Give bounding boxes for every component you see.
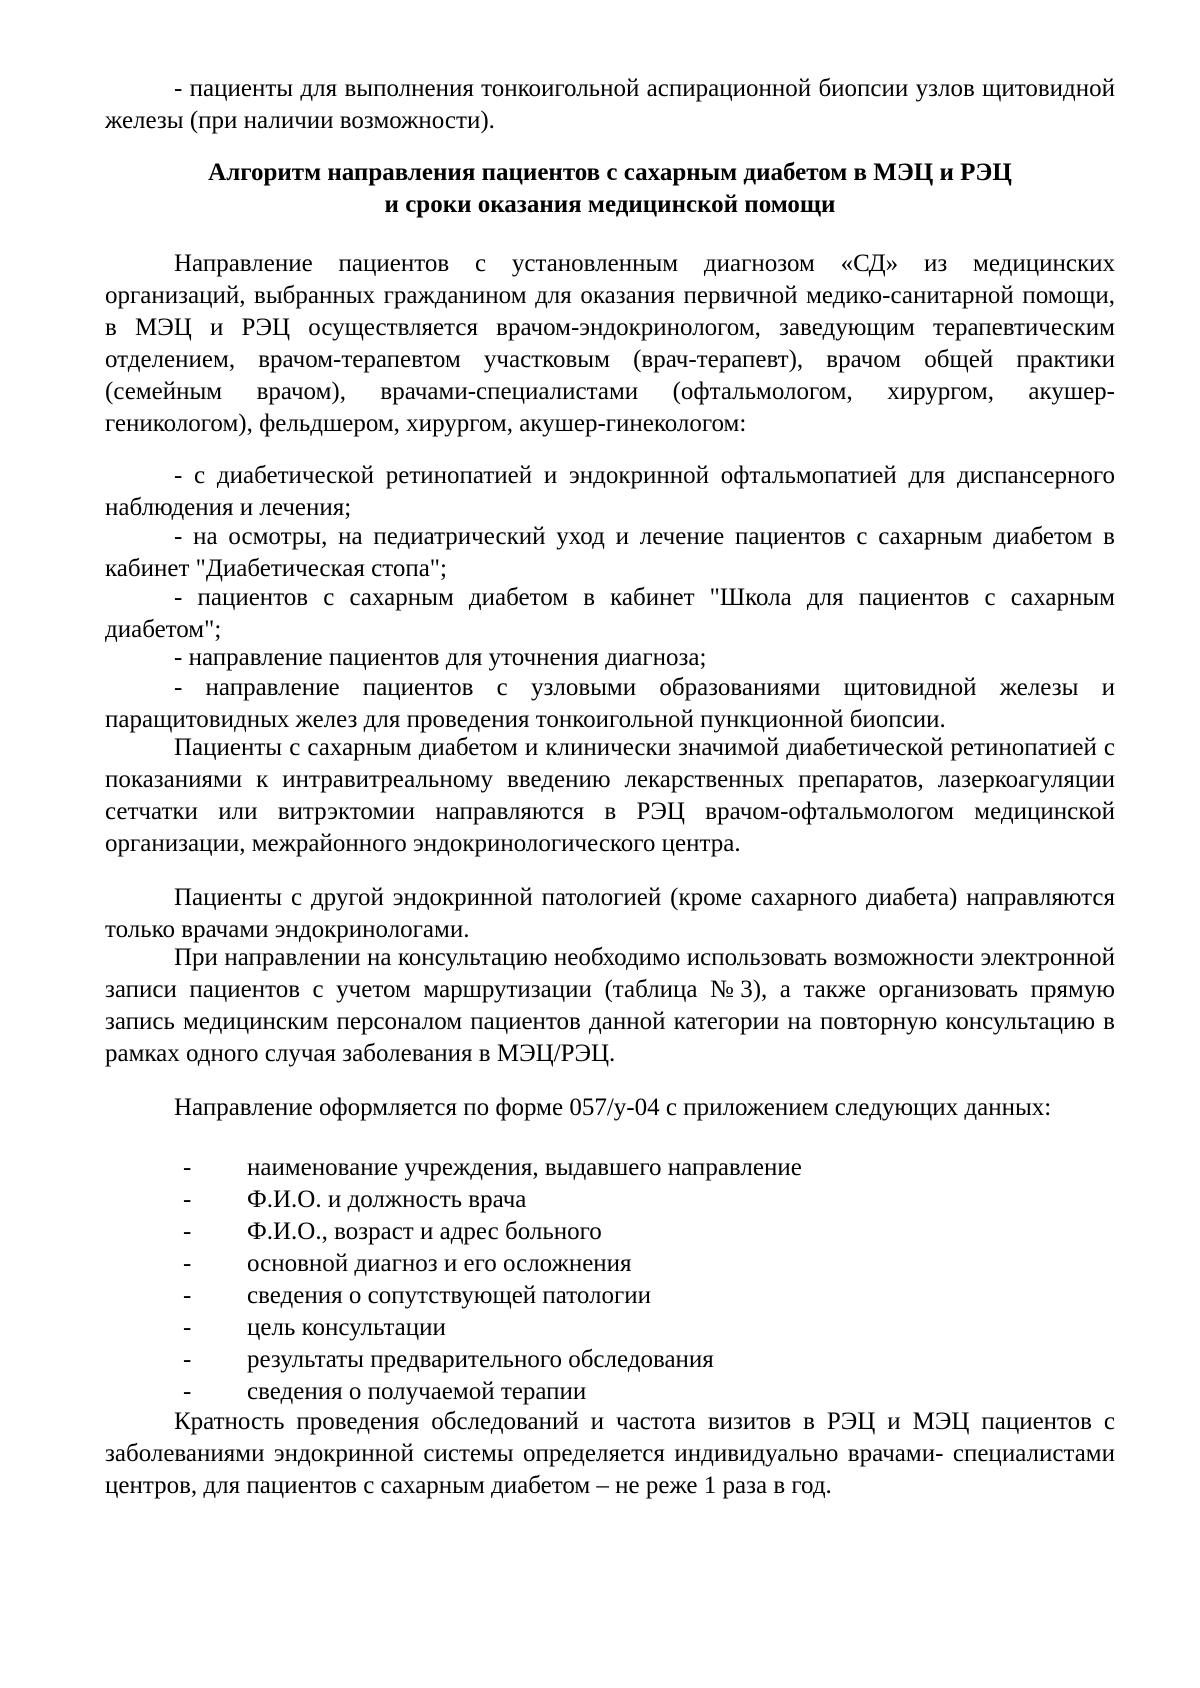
paragraph-other-pathology: Пациенты с другой эндокринной патологией (кроме сахарного диабета) направляются только врачами эндокринологами. [105,884,1115,943]
bullet-thyroid-biopsy: - направление пациентов с узловыми образованиями щитовидной железы и паращитовидных желез для проведения тонкоигольной пункционной биопсии. [105,674,1115,733]
bullet-retinopathy: - с диабетической ретинопатией и эндокринной офтальмопатией для диспансерного наблюдения и лечения; [105,462,1115,521]
heading-line-1: Алгоритм направления пациентов с сахарным диабетом в МЭЦ и РЭЦ [208,159,1012,186]
list-item: - сведения о получаемой терапии [183,1378,587,1405]
list-item: - Ф.И.О., возраст и адрес больного [183,1218,602,1245]
list-item: - результаты предварительного обследования [183,1346,714,1373]
bullet-diagnosis: - направление пациентов для уточнения диагноза; [174,644,707,671]
list-item: - наименование учреждения, выдавшего направление [183,1154,802,1181]
list-item: - Ф.И.О. и должность врача [183,1186,527,1213]
list-item: - основной диагноз и его осложнения [183,1250,632,1277]
required-data-list [105,1152,1115,1408]
bullet-school: - пациентов с сахарным диабетом в кабинет "Школа для пациентов с сахарным диабетом"; [105,584,1115,643]
heading-line-2: и сроки оказания медицинской помощи [384,191,836,218]
paragraph-retinopathy: Пациенты с сахарным диабетом и клинически значимой диабетической ретинопатией с показаниями к интравитреальному введению лекарственных препаратов, лазеркоагуляции сетчатки или витрэктомии направляются в РЭЦ врачом-офтальмологом медицинской организации, межрайонного эндокринологического центра. [105,734,1115,857]
paragraph-frequency: Кратность проведения обследований и частота визитов в РЭЦ и МЭЦ пациентов с заболеваниями эндокринной системы определяется индивидуально врачами- специалистами центров, для пациентов с сахарным диабетом – не реже 1 раза в год. [105,1408,1115,1499]
list-item: - сведения о сопутствующей патологии [183,1282,652,1309]
bullet-diabetic-foot: - на осмотры, на педиатрический уход и лечение пациентов с сахарным диабетом в кабинет "Диабетическая стопа"; [105,523,1115,582]
list-item: - цель консультации [183,1314,446,1341]
paragraph-form: Направление оформляется по форме 057/у-04 с приложением следующих данных: [174,1094,1052,1121]
paragraph-referral: Направление пациентов с установленным диагнозом «СД» из медицинских организаций, выбранных гражданином для оказания первичной медико-санитарной помощи, в МЭЦ и РЭЦ осуществляется врачом-эндокринологом, заведующим терапевтическим отделением, врачом-терапевтом участковым (врач-терапевт), врачом общей практики (семейным врачом), врачами-специалистами (офтальмологом, хирургом, акушер-гениколoгом), фельдшером, хирургом, акушер-гинекологом: [105,250,1115,437]
intro-paragraph: - пациенты для выполнения тонкоигольной аспирационной биопсии узлов щитовидной железы (при наличии возможности). [105,75,1115,134]
section-heading [105,157,1115,221]
paragraph-consultation: При направлении на консультацию необходимо использовать возможности электронной записи пациентов с учетом маршрутизации (таблица №3), а также организовать прямую запись медицинским персоналом пациентов данной категории на повторную консультацию в рамках одного случая заболевания в МЭЦ/РЭЦ. [105,944,1115,1067]
